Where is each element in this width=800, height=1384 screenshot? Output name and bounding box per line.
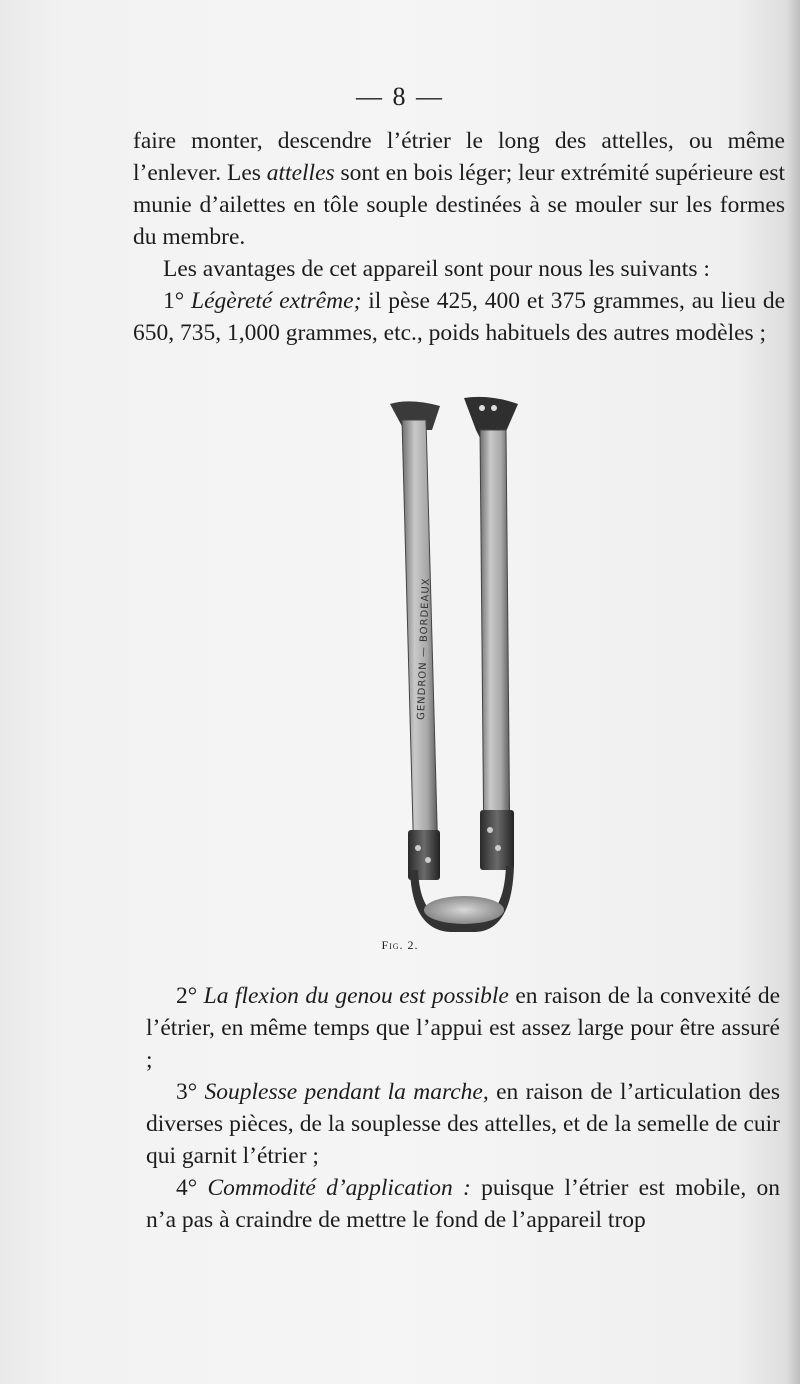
text-run: en raison de l’articulation des diverses pièces, de la souplesse des attelles, et de la semelle de cuir qui garnit l’étrier ; [146,1079,780,1169]
paragraph-item-1 [133,285,785,349]
leg-splint-icon [380,390,540,970]
text-run: il pèse 425, 400 et 375 grammes, au lieu de 650, 735, 1,000 grammes, etc., poids habituels des autres modèles ; [133,288,786,346]
paragraph-continuation [133,125,785,253]
figure-caption: Fig. 2. [381,938,419,952]
italic-term: Légèreté extrême; [191,288,362,314]
text-run: sont en bois léger; leur extrémité supérieure est munie d’ailettes en tôle souple destinées à se mouler sur les formes du membre. [133,160,785,250]
paragraph-item-4 [146,1172,780,1236]
page-edge-shadow [786,0,800,1384]
page-number: — 8 — [356,82,444,111]
text-block-top [133,125,785,349]
italic-term: La flexion du genou est possible [203,983,509,1009]
item-number: 3° [176,1079,198,1105]
text-run: en raison de la convexité de l’étrier, en même temps que l’appui est assez large pour être assuré ; [146,983,780,1073]
text-run: puisque l’étrier est mobile, on n’a pas à craindre de mettre le fond de l’appareil trop [146,1175,780,1233]
italic-term: Souplesse pendant la marche, [204,1079,489,1105]
paragraph-item-3 [146,1076,780,1172]
figure-splint-illustration [380,390,540,970]
text-run: faire monter, descendre l’étrier le long des attelles, ou même l’enlever. Les [133,128,785,186]
italic-term: Commodité d’application : [207,1175,471,1201]
splint-inscription: GENDRON — BORDEAUX [416,577,432,721]
italic-term: attelles [266,160,335,186]
item-number: 1° [163,288,185,314]
paragraph-item-2 [146,980,780,1076]
text-block-bottom [146,980,780,1236]
item-number: 4° [176,1175,198,1201]
paragraph-advantages-intro: Les avantages de cet appareil sont pour nous les suivants : [163,256,710,282]
item-number: 2° [176,983,198,1009]
